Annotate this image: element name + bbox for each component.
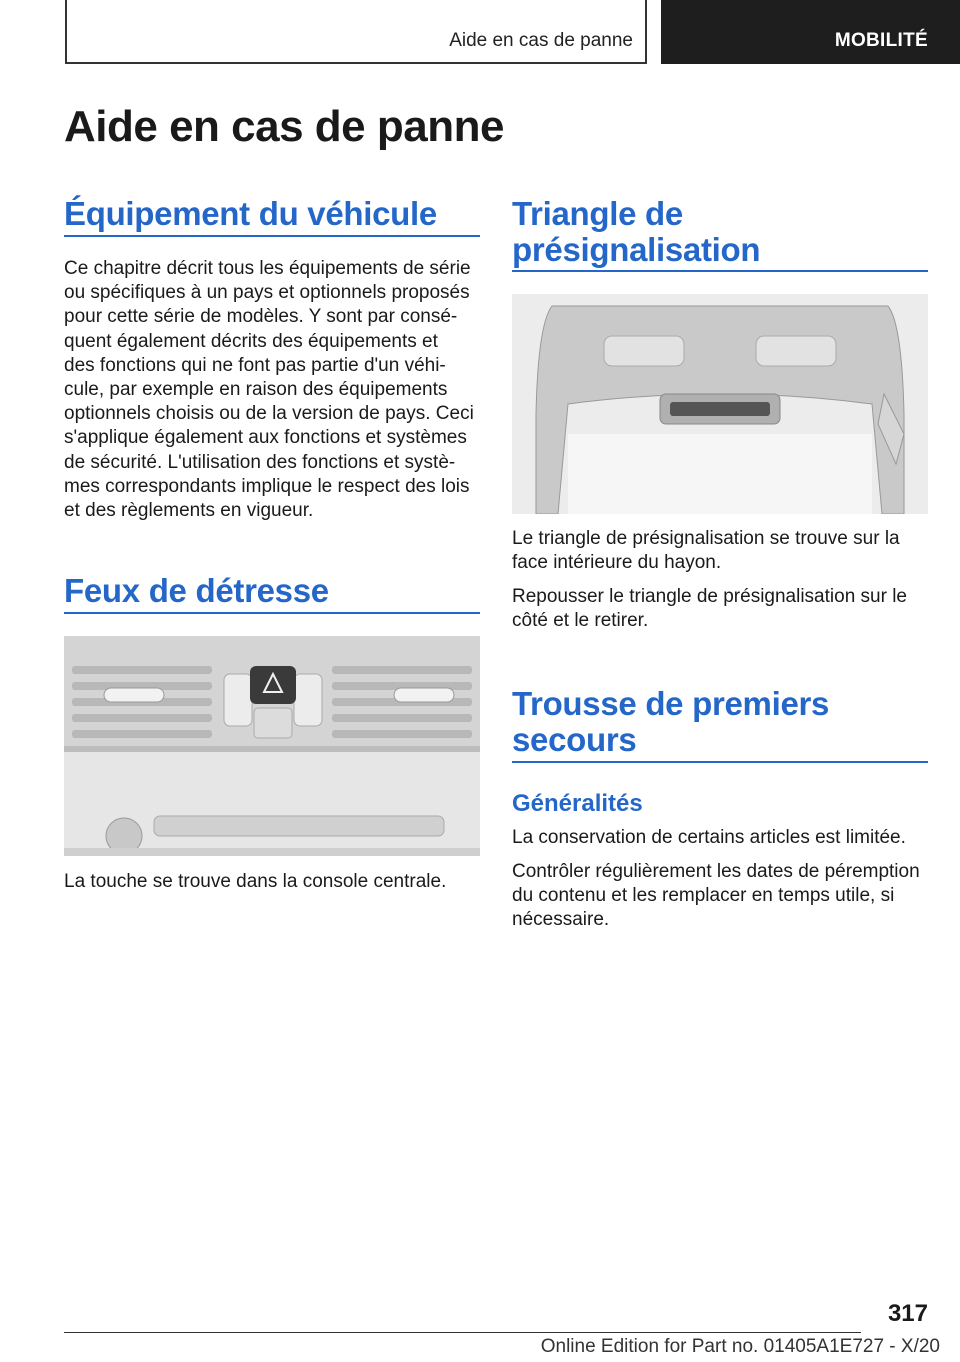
heading-triangle	[512, 196, 760, 268]
text-line: de sécurité. L'utilisation des fonctions et systè‐	[64, 451, 456, 473]
heading-line: Triangle de	[512, 195, 683, 232]
page-number: 317	[887, 1300, 928, 1327]
generalites-paragraph-1: La conservation de certains articles est limitée.	[512, 827, 906, 848]
heading-rule	[512, 761, 928, 763]
heading-trousse	[512, 686, 829, 758]
text-line: Ce chapitre décrit tous les équipements de série	[64, 258, 471, 279]
heading-rule	[64, 612, 480, 614]
heading-rule	[64, 235, 480, 237]
triangle-paragraph-1	[512, 527, 932, 575]
generalites-paragraph-2	[512, 860, 932, 933]
text-line: mes correspondants implique le respect des lois	[64, 475, 470, 497]
heading-rule	[512, 270, 928, 272]
hazard-button-illustration	[64, 636, 480, 856]
text-line: s'applique également aux fonctions et systèmes	[64, 427, 467, 449]
text-line: quent également décrits des équipements et	[64, 330, 438, 352]
heading-feux-detresse: Feux de détresse	[64, 572, 329, 609]
header-chapter-title: MOBILITÉ	[834, 30, 928, 51]
text-line: côté et le retirer.	[512, 610, 649, 632]
text-line: Le triangle de présignalisation se trouve sur la	[512, 528, 900, 549]
text-line: cule, par exemple en raison des équipements	[64, 379, 448, 401]
text-line: face intérieure du hayon.	[512, 552, 722, 574]
text-line: nécessaire.	[512, 909, 610, 931]
text-line: Repousser le triangle de présignalisation sur le	[512, 586, 908, 607]
warning-triangle-illustration	[512, 294, 928, 514]
heading-line: présignalisation	[512, 231, 761, 268]
text-line: pour cette série de modèles. Y sont par consé‐	[64, 306, 458, 328]
triangle-paragraph-2	[512, 585, 932, 633]
header-chapter-box	[661, 0, 960, 64]
hazard-caption: La touche se trouve dans la console centrale.	[64, 871, 447, 892]
text-line: et des règlements en vigueur.	[64, 500, 314, 522]
heading-line: secours	[512, 721, 637, 758]
footer-edition: Online Edition for Part no. 01405A1E727 - X/20	[540, 1336, 940, 1357]
heading-generalites: Généralités	[512, 790, 643, 817]
header-section-box	[65, 0, 647, 64]
heading-equipement: Équipement du véhicule	[64, 195, 437, 232]
page-title: Aide en cas de panne	[64, 102, 504, 151]
text-line: du contenu et les remplacer en temps utile, si	[512, 885, 895, 907]
text-line: ou spécifiques à un pays et optionnels proposés	[64, 282, 470, 304]
text-line: Contrôler régulièrement les dates de péremption	[512, 861, 920, 882]
equipement-paragraph	[64, 257, 484, 523]
footer-rule	[64, 1332, 861, 1333]
heading-line: Trousse de premiers	[512, 685, 830, 722]
header-section-title: Aide en cas de panne	[449, 30, 633, 51]
text-line: optionnels choisis ou de la version de pays. Ceci	[64, 403, 474, 425]
text-line: des fonctions qui ne font pas partie d'un véhi‐	[64, 354, 446, 376]
